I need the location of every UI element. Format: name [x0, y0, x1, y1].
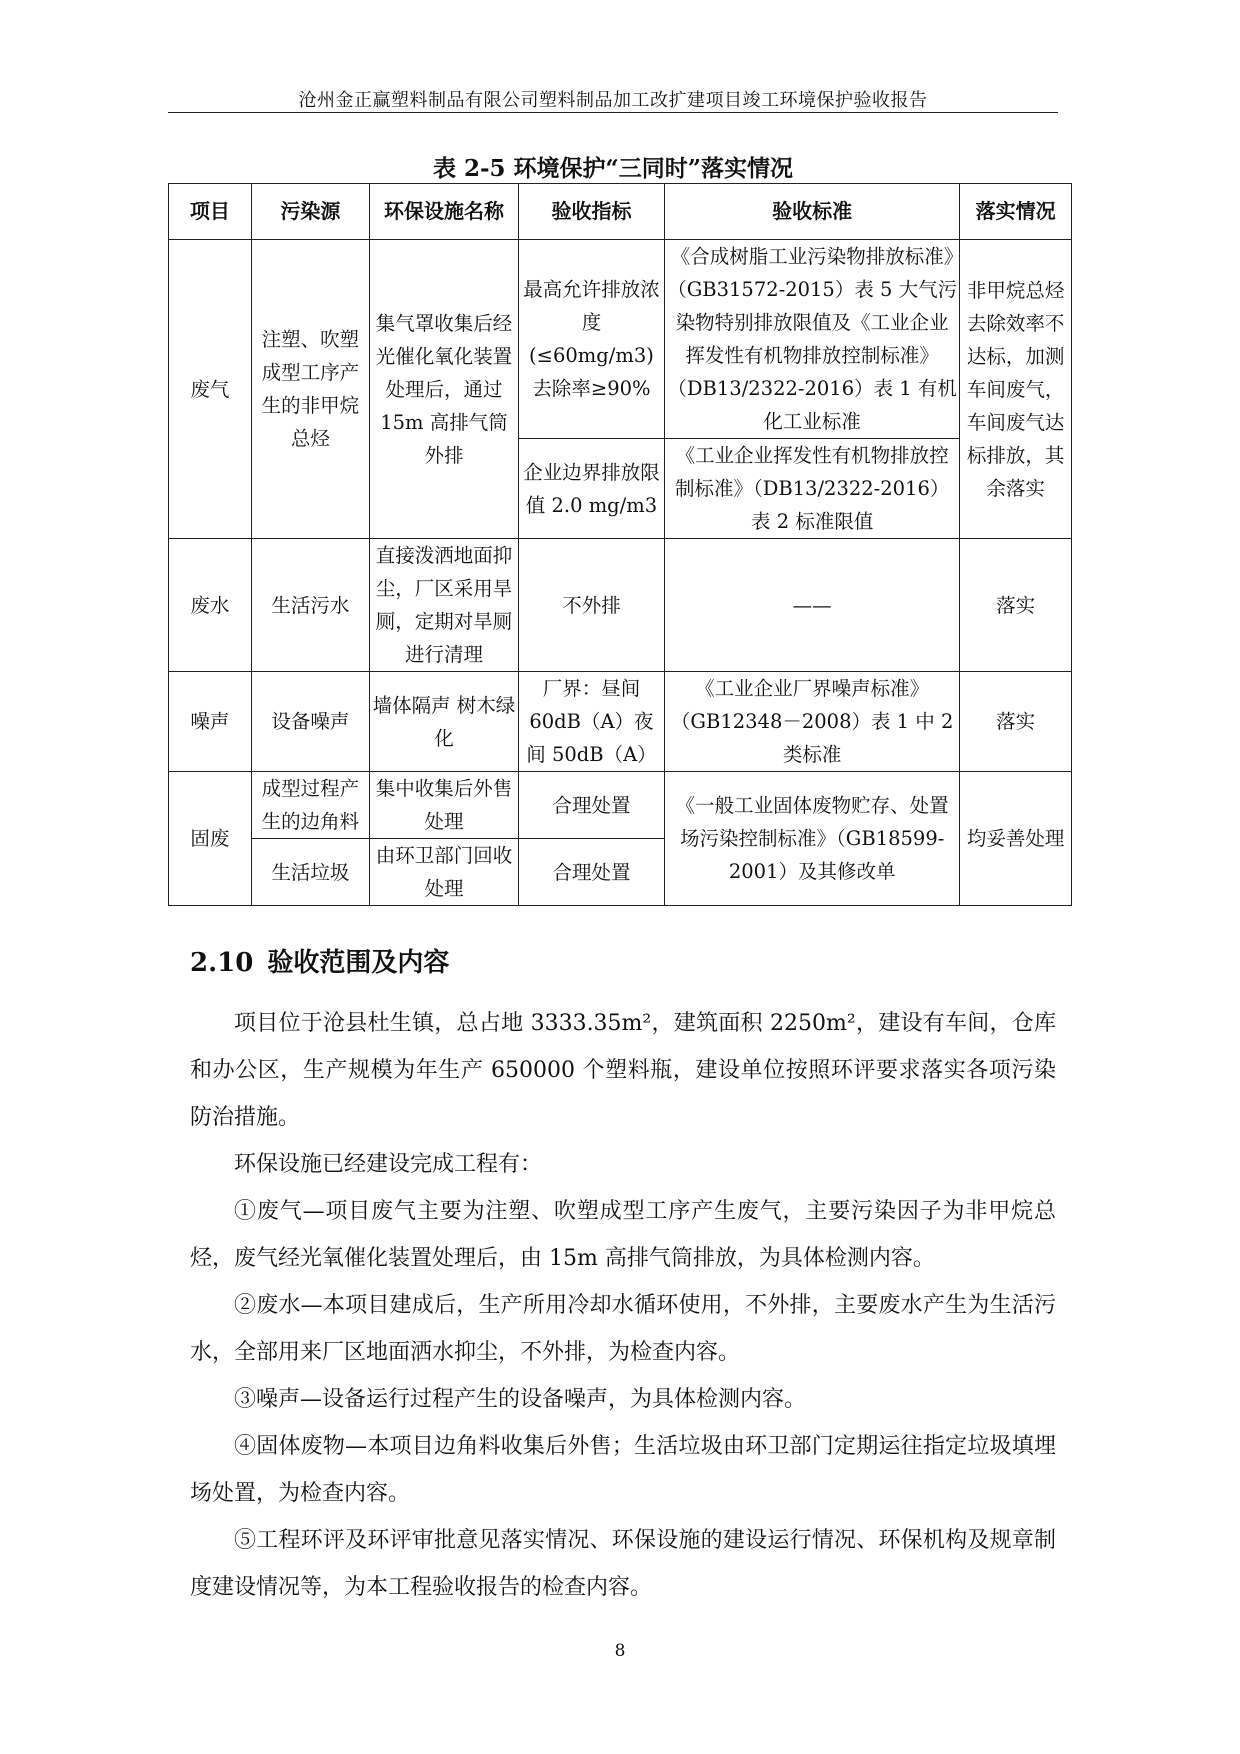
cell-facility-noise: 墙体隔声 树木绿化 — [370, 672, 519, 772]
table-row — [169, 672, 1072, 772]
col-header-indicator: 验收指标 — [518, 184, 664, 240]
table-row — [169, 539, 1072, 672]
col-header-status: 落实情况 — [960, 184, 1072, 240]
cell-facility-solid-2: 由环卫部门回收处理 — [370, 839, 519, 906]
col-header-source: 污染源 — [251, 184, 369, 240]
cell-source-solid-1: 成型过程产生的边角料 — [251, 772, 369, 839]
cell-item-gas: 废气 — [169, 240, 252, 539]
cell-status-solid: 均妥善处理 — [960, 772, 1072, 906]
paragraph: ②废水—本项目建成后，生产所用冷却水循环使用，不外排，主要废水产生为生活污水，全部用来厂区地面洒水抑尘，不外排，为检查内容。 — [190, 1293, 1056, 1365]
acceptance-table — [168, 183, 1072, 906]
paragraph: ①废气—项目废气主要为注塑、吹塑成型工序产生废气，主要污染因子为非甲烷总烃，废气经光氧催化装置处理后，由 15m 高排气筒排放，为具体检测内容。 — [190, 1199, 1056, 1271]
cell-indicator-gas-1: 最高允许排放浓度(≤60mg/m3)去除率≥90% — [518, 240, 664, 439]
cell-source-gas: 注塑、吹塑成型工序产生的非甲烷总烃 — [251, 240, 369, 539]
cell-facility-water: 直接泼洒地面抑尘，厂区采用旱厕，定期对旱厕进行清理 — [370, 539, 519, 672]
cell-indicator-water: 不外排 — [518, 539, 664, 672]
cell-standard-gas-1: 《合成树脂工业污染物排放标准》（GB31572-2015）表 5 大气污染物特别排放限值及《工业企业挥发性有机物排放控制标准》（DB13/2322-2016）表 1 有机化工业标准 — [665, 240, 960, 439]
table-row — [169, 240, 1072, 439]
cell-facility-solid-1: 集中收集后外售处理 — [370, 772, 519, 839]
col-header-standard: 验收标准 — [665, 184, 960, 240]
table-header-row — [169, 184, 1072, 240]
cell-status-gas: 非甲烷总烃去除效率不达标，加测车间废气，车间废气达标排放，其余落实 — [960, 240, 1072, 539]
section-title: 验收范围及内容 — [267, 948, 450, 978]
cell-indicator-noise: 厂界：昼间 60dB（A）夜间 50dB（A） — [518, 672, 664, 772]
running-header: 沧州金正赢塑料制品有限公司塑料制品加工改扩建项目竣工环境保护验收报告 — [298, 90, 928, 111]
cell-item-solid: 固废 — [169, 772, 252, 906]
cell-standard-water: —— — [665, 539, 960, 672]
section-heading — [190, 942, 449, 979]
paragraph: ③噪声—设备运行过程产生的设备噪声，为具体检测内容。 — [234, 1387, 807, 1412]
cell-source-solid-2: 生活垃圾 — [251, 839, 369, 906]
cell-indicator-gas-2: 企业边界排放限值 2.0 mg/m3 — [518, 439, 664, 539]
col-header-facility: 环保设施名称 — [370, 184, 519, 240]
cell-standard-gas-2: 《工业企业挥发性有机物排放控制标准》（DB13/2322-2016）表 2 标准限值 — [665, 439, 960, 539]
cell-standard-solid: 《一般工业固体废物贮存、处置场污染控制标准》（GB18599-2001）及其修改单 — [665, 772, 960, 906]
paragraph: ⑤工程环评及环评审批意见落实情况、环保设施的建设运行情况、环保机构及规章制度建设情况等，为本工程验收报告的检查内容。 — [190, 1528, 1056, 1600]
cell-status-water: 落实 — [960, 539, 1072, 672]
paragraph: 环保设施已经建设完成工程有： — [234, 1152, 543, 1177]
table-caption: 表 2-5 环境保护“三同时”落实情况 — [432, 155, 794, 182]
cell-item-noise: 噪声 — [169, 672, 252, 772]
cell-indicator-solid-2: 合理处置 — [518, 839, 664, 906]
paragraph: 项目位于沧县杜生镇，总占地 3333.35m²，建筑面积 2250m²，建设有车间，仓库和办公区，生产规模为年生产 650000 个塑料瓶，建设单位按照环评要求落实各项污染防治措施。 — [190, 1011, 1056, 1130]
section-number: 2.10 — [190, 948, 254, 978]
col-header-item: 项目 — [169, 184, 252, 240]
paragraph: ④固体废物—本项目边角料收集后外售；生活垃圾由环卫部门定期运往指定垃圾填埋场处置，为检查内容。 — [190, 1434, 1056, 1506]
cell-standard-noise: 《工业企业厂界噪声标准》（GB12348－2008）表 1 中 2 类标准 — [665, 672, 960, 772]
cell-source-noise: 设备噪声 — [251, 672, 369, 772]
header-rule — [168, 112, 1058, 113]
cell-indicator-solid-1: 合理处置 — [518, 772, 664, 839]
cell-facility-gas: 集气罩收集后经光催化氧化装置处理后，通过 15m 高排气筒外排 — [370, 240, 519, 539]
cell-status-noise: 落实 — [960, 672, 1072, 772]
page-number: 8 — [614, 1641, 626, 1661]
table-row — [169, 772, 1072, 839]
cell-item-water: 废水 — [169, 539, 252, 672]
cell-source-water: 生活污水 — [251, 539, 369, 672]
